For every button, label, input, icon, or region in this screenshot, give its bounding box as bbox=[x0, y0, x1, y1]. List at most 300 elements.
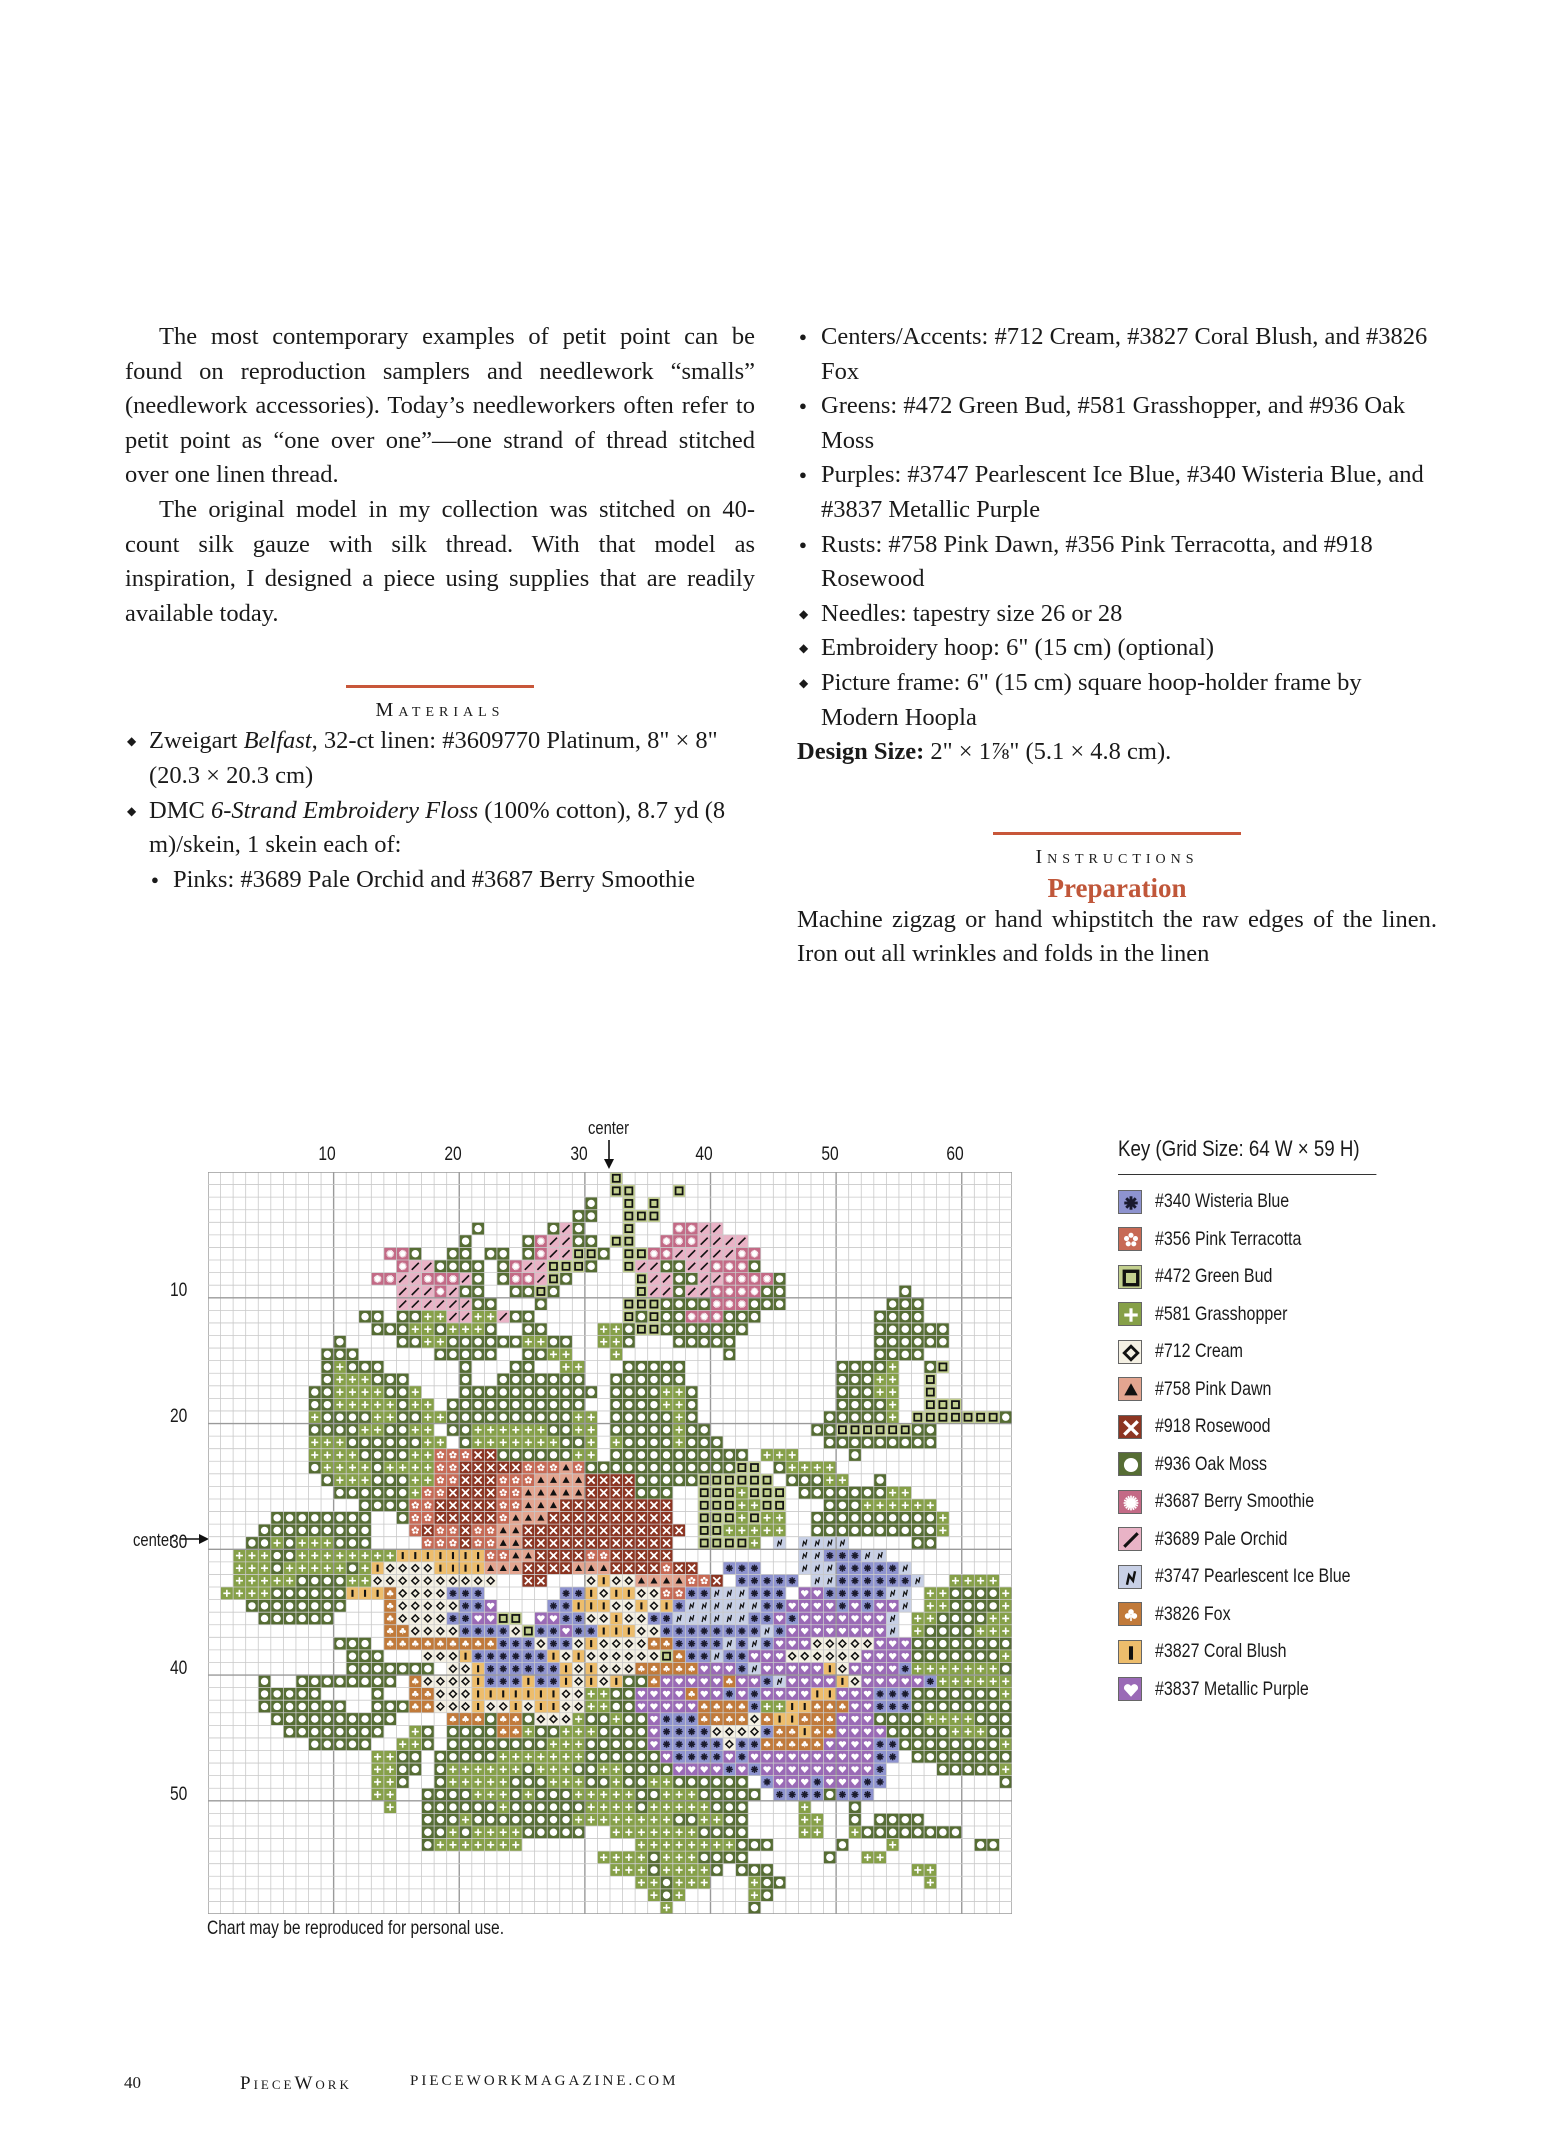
stitch-cell bbox=[937, 1600, 950, 1613]
stitch-cell bbox=[660, 1801, 673, 1814]
stitch-cell bbox=[798, 1725, 811, 1738]
stitch-cell bbox=[547, 1700, 560, 1713]
stitch-cell bbox=[472, 1549, 485, 1562]
stitch-cell bbox=[346, 1373, 359, 1386]
stitch-cell bbox=[346, 1386, 359, 1399]
stitch-cell bbox=[510, 1813, 523, 1826]
stitch-cell bbox=[811, 1725, 824, 1738]
stitch-cell bbox=[560, 1801, 573, 1814]
stitch-cell bbox=[371, 1474, 384, 1487]
stitch-cell bbox=[535, 1235, 548, 1248]
stitch-cell bbox=[673, 1637, 686, 1650]
stitch-cell bbox=[874, 1310, 887, 1323]
stitch-cell bbox=[447, 1725, 460, 1738]
stitch-cell bbox=[572, 1411, 585, 1424]
stitch-cell bbox=[409, 1549, 422, 1562]
stitch-cell bbox=[447, 1688, 460, 1701]
stitch-cell bbox=[434, 1486, 447, 1499]
stitch-cell bbox=[711, 1801, 724, 1814]
stitch-cell bbox=[572, 1512, 585, 1525]
stitch-cell bbox=[748, 1637, 761, 1650]
stitch-cell bbox=[585, 1449, 598, 1462]
stitch-cell bbox=[773, 1637, 786, 1650]
stitch-cell bbox=[736, 1662, 749, 1675]
stitch-cell bbox=[886, 1700, 899, 1713]
stitch-cell bbox=[861, 1776, 874, 1789]
stitch-cell bbox=[999, 1725, 1012, 1738]
stitch-cell bbox=[811, 1537, 824, 1550]
stitch-cell bbox=[635, 1876, 648, 1889]
stitch-cell bbox=[836, 1486, 849, 1499]
stitch-cell bbox=[924, 1436, 937, 1449]
stitch-cell bbox=[321, 1700, 334, 1713]
stitch-cell bbox=[660, 1436, 673, 1449]
stitch-cell bbox=[761, 1499, 774, 1512]
stitch-cell bbox=[937, 1763, 950, 1776]
stitch-cell bbox=[648, 1210, 661, 1223]
stitch-cell bbox=[258, 1688, 271, 1701]
stitch-cell bbox=[773, 1662, 786, 1675]
stitch-cell bbox=[912, 1713, 925, 1726]
stitch-cell bbox=[422, 1398, 435, 1411]
stitch-cell bbox=[635, 1650, 648, 1663]
stitch-cell bbox=[510, 1788, 523, 1801]
stitch-cell bbox=[472, 1751, 485, 1764]
stitch-cell bbox=[949, 1612, 962, 1625]
stitch-cell bbox=[987, 1411, 1000, 1424]
stitch-cell bbox=[748, 1864, 761, 1877]
stitch-cell bbox=[434, 1788, 447, 1801]
stitch-cell bbox=[648, 1537, 661, 1550]
stitch-cell bbox=[723, 1612, 736, 1625]
stitch-cell bbox=[761, 1650, 774, 1663]
stitch-cell bbox=[384, 1323, 397, 1336]
key-item bbox=[1118, 1221, 1380, 1259]
stitch-cell bbox=[836, 1574, 849, 1587]
stitch-cell bbox=[861, 1851, 874, 1864]
stitch-cell bbox=[673, 1273, 686, 1286]
bolt-symbol-icon bbox=[1118, 1565, 1142, 1589]
stitch-cell bbox=[811, 1662, 824, 1675]
stitch-cell bbox=[346, 1725, 359, 1738]
stitch-cell bbox=[836, 1424, 849, 1437]
stitch-cell bbox=[874, 1386, 887, 1399]
stitch-cell bbox=[635, 1273, 648, 1286]
stitch-cell bbox=[547, 1637, 560, 1650]
stitch-cell bbox=[736, 1474, 749, 1487]
stitch-cell bbox=[510, 1461, 523, 1474]
stitch-cell bbox=[522, 1373, 535, 1386]
stitch-cell bbox=[648, 1361, 661, 1374]
stitch-cell bbox=[472, 1386, 485, 1399]
stitch-cell bbox=[384, 1449, 397, 1462]
stitch-cell bbox=[321, 1675, 334, 1688]
stitch-cell bbox=[597, 1474, 610, 1487]
stitch-cell bbox=[258, 1562, 271, 1575]
stitch-cell bbox=[849, 1662, 862, 1675]
stitch-cell bbox=[258, 1537, 271, 1550]
stitch-cell bbox=[396, 1700, 409, 1713]
stitch-cell bbox=[886, 1738, 899, 1751]
stitch-cell bbox=[547, 1688, 560, 1701]
stitch-cell bbox=[510, 1637, 523, 1650]
stitch-cell bbox=[522, 1512, 535, 1525]
stitch-cell bbox=[673, 1398, 686, 1411]
stitch-cell bbox=[296, 1512, 309, 1525]
stitch-cell bbox=[962, 1738, 975, 1751]
stitch-cell bbox=[472, 1411, 485, 1424]
stitch-cell bbox=[309, 1549, 322, 1562]
stitch-cell bbox=[660, 1361, 673, 1374]
stitch-cell bbox=[434, 1474, 447, 1487]
stitch-cell bbox=[836, 1612, 849, 1625]
stitch-cell bbox=[836, 1662, 849, 1675]
stitch-cell bbox=[648, 1273, 661, 1286]
stitch-cell bbox=[660, 1675, 673, 1688]
stitch-cell bbox=[396, 1424, 409, 1437]
stitch-cell bbox=[999, 1612, 1012, 1625]
stitch-cell bbox=[334, 1474, 347, 1487]
stitch-cell bbox=[409, 1310, 422, 1323]
stitch-cell bbox=[258, 1524, 271, 1537]
stitch-cell bbox=[723, 1851, 736, 1864]
stitch-cell bbox=[635, 1864, 648, 1877]
stitch-cell bbox=[673, 1801, 686, 1814]
stitch-cell bbox=[748, 1474, 761, 1487]
stitch-cell bbox=[711, 1851, 724, 1864]
stitch-cell bbox=[547, 1461, 560, 1474]
stitch-cell bbox=[698, 1461, 711, 1474]
stitch-cell bbox=[711, 1662, 724, 1675]
stitch-cell bbox=[937, 1335, 950, 1348]
stitch-cell bbox=[635, 1323, 648, 1336]
stitch-cell bbox=[798, 1813, 811, 1826]
stitch-cell bbox=[459, 1625, 472, 1638]
stitch-cell bbox=[635, 1600, 648, 1613]
stitch-cell bbox=[874, 1373, 887, 1386]
stitch-cell bbox=[371, 1310, 384, 1323]
stitch-cell bbox=[484, 1600, 497, 1613]
stitch-cell bbox=[371, 1662, 384, 1675]
stitch-cell bbox=[497, 1499, 510, 1512]
stitch-cell bbox=[698, 1851, 711, 1864]
stitch-cell bbox=[924, 1512, 937, 1525]
stitch-cell bbox=[773, 1285, 786, 1298]
stitch-cell bbox=[459, 1675, 472, 1688]
stitch-cell bbox=[610, 1386, 623, 1399]
stitch-cell bbox=[773, 1725, 786, 1738]
stitch-cell bbox=[736, 1864, 749, 1877]
stitch-cell bbox=[572, 1549, 585, 1562]
stitch-cell bbox=[824, 1688, 837, 1701]
stitch-cell bbox=[522, 1574, 535, 1587]
stitch-cell bbox=[711, 1738, 724, 1751]
stitch-cell bbox=[535, 1474, 548, 1487]
stitch-cell bbox=[597, 1851, 610, 1864]
stitch-cell bbox=[321, 1600, 334, 1613]
stitch-cell bbox=[635, 1411, 648, 1424]
stitch-cell bbox=[447, 1273, 460, 1286]
stitch-cell bbox=[535, 1688, 548, 1701]
stitch-cell bbox=[547, 1600, 560, 1613]
stitch-cell bbox=[610, 1725, 623, 1738]
stitch-cell bbox=[396, 1323, 409, 1336]
stitch-cell bbox=[560, 1449, 573, 1462]
stitch-cell bbox=[912, 1298, 925, 1311]
stitch-cell bbox=[409, 1763, 422, 1776]
stitch-cell bbox=[522, 1524, 535, 1537]
stitch-cell bbox=[962, 1574, 975, 1587]
stitch-cell bbox=[283, 1512, 296, 1525]
stitch-cell bbox=[572, 1751, 585, 1764]
stitch-cell bbox=[937, 1662, 950, 1675]
stitch-cell bbox=[497, 1650, 510, 1663]
stitch-cell bbox=[912, 1662, 925, 1675]
stitch-cell bbox=[773, 1600, 786, 1613]
stitch-cell bbox=[610, 1562, 623, 1575]
stitch-cell bbox=[434, 1335, 447, 1348]
stitch-cell bbox=[572, 1763, 585, 1776]
stitch-cell bbox=[648, 1298, 661, 1311]
stitch-cell bbox=[886, 1600, 899, 1613]
stitch-cell bbox=[924, 1688, 937, 1701]
stitch-cell bbox=[434, 1776, 447, 1789]
stitch-cell bbox=[409, 1725, 422, 1738]
stitch-cell bbox=[711, 1260, 724, 1273]
stitch-cell bbox=[861, 1424, 874, 1437]
stitch-cell bbox=[484, 1524, 497, 1537]
stitch-cell bbox=[899, 1323, 912, 1336]
stitch-cell bbox=[522, 1348, 535, 1361]
stitch-cell bbox=[849, 1436, 862, 1449]
stitch-cell bbox=[849, 1637, 862, 1650]
stitch-cell bbox=[773, 1675, 786, 1688]
stitch-cell bbox=[723, 1524, 736, 1537]
stitch-cell bbox=[635, 1373, 648, 1386]
key-label: #3827 Coral Blush bbox=[1155, 1640, 1287, 1663]
key-label: #472 Green Bud bbox=[1155, 1265, 1273, 1288]
stitch-cell bbox=[836, 1637, 849, 1650]
stitch-cell bbox=[283, 1725, 296, 1738]
key-item bbox=[1118, 1333, 1380, 1371]
stitch-cell bbox=[384, 1637, 397, 1650]
stitch-cell bbox=[912, 1625, 925, 1638]
stitch-cell bbox=[497, 1512, 510, 1525]
stitch-cell bbox=[572, 1562, 585, 1575]
stitch-cell bbox=[711, 1700, 724, 1713]
stitch-cell bbox=[899, 1499, 912, 1512]
stitch-cell bbox=[484, 1310, 497, 1323]
stitch-cell bbox=[359, 1398, 372, 1411]
stitch-cell bbox=[547, 1776, 560, 1789]
stitch-cell bbox=[949, 1625, 962, 1638]
stitch-cell bbox=[610, 1512, 623, 1525]
stitch-cell bbox=[396, 1574, 409, 1587]
stitch-cell bbox=[510, 1738, 523, 1751]
stitch-cell bbox=[246, 1600, 259, 1613]
stitch-cell bbox=[535, 1373, 548, 1386]
stitch-cell bbox=[422, 1323, 435, 1336]
stitch-cell bbox=[773, 1763, 786, 1776]
magazine-website[interactable]: PIECEWORKMAGAZINE.COM bbox=[410, 2073, 679, 2089]
stitch-cell bbox=[987, 1675, 1000, 1688]
stitch-cell bbox=[811, 1474, 824, 1487]
stitch-cell bbox=[685, 1222, 698, 1235]
stitch-cell bbox=[748, 1751, 761, 1764]
stitch-cell bbox=[271, 1612, 284, 1625]
stitch-cell bbox=[861, 1612, 874, 1625]
stitch-cell bbox=[572, 1700, 585, 1713]
stitch-cell bbox=[321, 1474, 334, 1487]
stitch-cell bbox=[836, 1738, 849, 1751]
stitch-cell bbox=[484, 1398, 497, 1411]
stitch-cell bbox=[422, 1335, 435, 1348]
stitch-cell bbox=[585, 1197, 598, 1210]
stitch-cell bbox=[987, 1662, 1000, 1675]
stitch-cell bbox=[685, 1260, 698, 1273]
stitch-cell bbox=[472, 1512, 485, 1525]
stitch-cell bbox=[459, 1600, 472, 1613]
stitch-cell bbox=[610, 1524, 623, 1537]
stitch-cell bbox=[937, 1323, 950, 1336]
stitch-cell bbox=[648, 1524, 661, 1537]
stitch-cell bbox=[673, 1285, 686, 1298]
stitch-cell bbox=[761, 1839, 774, 1852]
stitch-cell bbox=[886, 1587, 899, 1600]
stitch-cell bbox=[648, 1260, 661, 1273]
stitch-cell bbox=[359, 1637, 372, 1650]
stitch-cell bbox=[572, 1625, 585, 1638]
stitch-cell bbox=[359, 1310, 372, 1323]
stitch-cell bbox=[547, 1235, 560, 1248]
stitch-cell bbox=[798, 1650, 811, 1663]
stitch-cell bbox=[798, 1562, 811, 1575]
stitch-cell bbox=[510, 1373, 523, 1386]
stitch-cell bbox=[334, 1725, 347, 1738]
stitch-cell bbox=[874, 1486, 887, 1499]
stitch-cell bbox=[899, 1310, 912, 1323]
stitch-cell bbox=[761, 1574, 774, 1587]
stitch-cell bbox=[824, 1499, 837, 1512]
stitch-cell bbox=[824, 1700, 837, 1713]
stitch-cell bbox=[673, 1625, 686, 1638]
stitch-cell bbox=[296, 1524, 309, 1537]
stitch-cell bbox=[434, 1763, 447, 1776]
stitch-cell bbox=[723, 1235, 736, 1248]
key-label: #3837 Metallic Purple bbox=[1155, 1677, 1309, 1700]
floss-item: ● Purples: #3747 Pearlescent Ice Blue, #340 Wisteria Blue, and #3837 Metallic Purple bbox=[773, 458, 1437, 527]
stitch-cell bbox=[899, 1524, 912, 1537]
stitch-cell bbox=[572, 1788, 585, 1801]
stitch-cell bbox=[283, 1549, 296, 1562]
stitch-cell bbox=[321, 1424, 334, 1437]
stitch-cell bbox=[560, 1713, 573, 1726]
stitch-cell bbox=[849, 1411, 862, 1424]
stitch-cell bbox=[660, 1788, 673, 1801]
stitch-cell bbox=[736, 1625, 749, 1638]
stitch-cell bbox=[886, 1574, 899, 1587]
stitch-cell bbox=[585, 1713, 598, 1726]
stitch-cell bbox=[585, 1801, 598, 1814]
stitch-cell bbox=[560, 1688, 573, 1701]
stitch-cell bbox=[459, 1650, 472, 1663]
stitch-cell bbox=[434, 1273, 447, 1286]
stitch-cell bbox=[635, 1574, 648, 1587]
stitch-cell bbox=[371, 1486, 384, 1499]
stitch-cell bbox=[798, 1738, 811, 1751]
stitch-cell bbox=[447, 1625, 460, 1638]
stitch-cell bbox=[861, 1499, 874, 1512]
stitch-cell bbox=[635, 1763, 648, 1776]
stitch-cell bbox=[685, 1650, 698, 1663]
stitch-cell bbox=[711, 1474, 724, 1487]
stitch-cell bbox=[736, 1574, 749, 1587]
stitch-cell bbox=[585, 1700, 598, 1713]
stitch-cell bbox=[597, 1625, 610, 1638]
stitch-cell bbox=[635, 1713, 648, 1726]
stitch-cell bbox=[698, 1600, 711, 1613]
stitch-cell bbox=[572, 1247, 585, 1260]
stitch-cell bbox=[660, 1864, 673, 1877]
stitch-cell bbox=[836, 1675, 849, 1688]
stitch-cell bbox=[396, 1662, 409, 1675]
stitch-cell bbox=[396, 1461, 409, 1474]
stitch-cell bbox=[371, 1675, 384, 1688]
stitch-cell bbox=[510, 1310, 523, 1323]
stitch-cell bbox=[648, 1801, 661, 1814]
stitch-cell bbox=[924, 1499, 937, 1512]
stitch-cell bbox=[673, 1411, 686, 1424]
stitch-cell bbox=[321, 1725, 334, 1738]
stitch-cell bbox=[510, 1361, 523, 1374]
stitch-cell bbox=[585, 1574, 598, 1587]
stitch-cell bbox=[698, 1801, 711, 1814]
plus-symbol-icon bbox=[1118, 1302, 1142, 1326]
stitch-cell bbox=[296, 1537, 309, 1550]
stitch-cell bbox=[623, 1713, 636, 1726]
stitch-cell bbox=[761, 1449, 774, 1462]
key-item bbox=[1118, 1371, 1380, 1409]
stitch-cell bbox=[623, 1247, 636, 1260]
stitch-cell bbox=[924, 1424, 937, 1437]
stitch-cell bbox=[987, 1700, 1000, 1713]
stitch-cell bbox=[723, 1788, 736, 1801]
stitch-cell bbox=[422, 1688, 435, 1701]
stitch-cell bbox=[635, 1826, 648, 1839]
stitch-cell bbox=[472, 1424, 485, 1437]
stitch-cell bbox=[371, 1562, 384, 1575]
stitch-cell bbox=[773, 1486, 786, 1499]
stitch-cell bbox=[660, 1901, 673, 1914]
stitch-cell bbox=[447, 1788, 460, 1801]
stitch-cell bbox=[409, 1273, 422, 1286]
stitch-cell bbox=[447, 1549, 460, 1562]
stitch-cell bbox=[321, 1398, 334, 1411]
stitch-cell bbox=[748, 1725, 761, 1738]
stitch-cell bbox=[761, 1713, 774, 1726]
stitch-cell bbox=[396, 1612, 409, 1625]
stitch-cell bbox=[874, 1637, 887, 1650]
stitch-cell bbox=[472, 1625, 485, 1638]
stitch-cell bbox=[497, 1373, 510, 1386]
stitch-cell bbox=[447, 1839, 460, 1852]
stitch-cell bbox=[359, 1486, 372, 1499]
stitch-cell bbox=[874, 1549, 887, 1562]
stitch-cell bbox=[874, 1751, 887, 1764]
stitch-cell bbox=[459, 1713, 472, 1726]
stitch-cell bbox=[635, 1247, 648, 1260]
right-column bbox=[797, 320, 1437, 972]
